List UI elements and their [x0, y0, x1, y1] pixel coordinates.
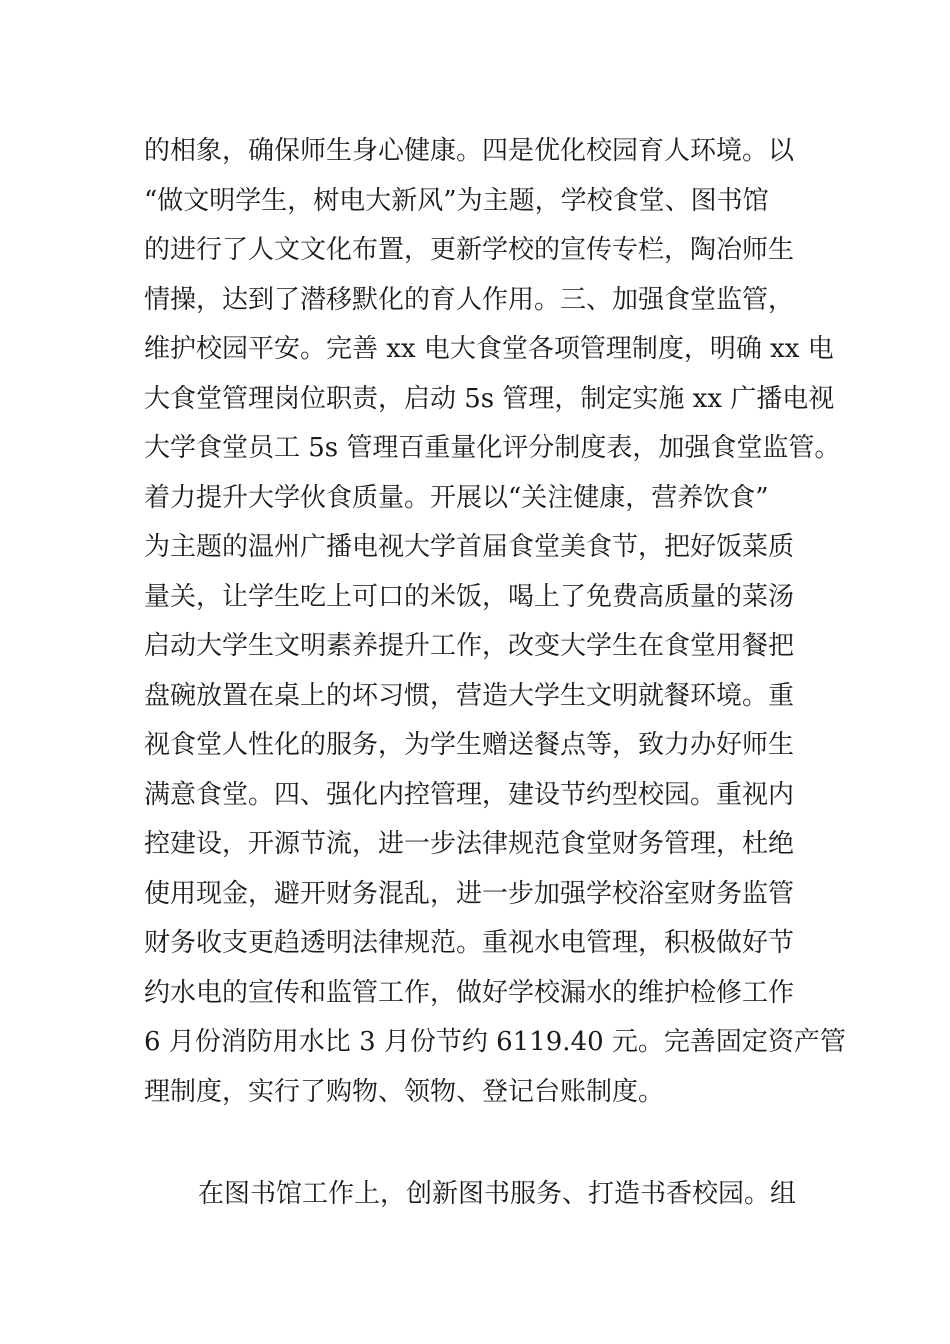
text-line: 盘碗放置在桌上的坏习惯，营造大学生文明就餐环境。重 [144, 680, 795, 711]
text-line: 的进行了人文文化布置，更新学校的宣传专栏，陶冶师生 [144, 235, 795, 265]
text-line: 理制度，实行了购物、领物、登记台账制度。 [144, 1076, 665, 1107]
text-line: 视食堂人性化的服务，为学生赠送餐点等，致力办好师生 [144, 730, 795, 760]
text-line: 使用现金，避开财务混乱，进一步加强学校浴室财务监管 [144, 878, 795, 909]
paragraph-1 [144, 127, 846, 1117]
text-line: 大食堂管理岗位职责，启动 5s 管理，制定实施 xx 广播电视 [144, 383, 835, 414]
paragraph-2-first-line: 在图书馆工作上，创新图书服务、打造书香校园。组 [198, 1179, 797, 1209]
text-line: 情操，达到了潜移默化的育人作用。三、加强食堂监管， [144, 284, 795, 315]
text-line: 控建设，开源节流，进一步法律规范食堂财务管理，杜绝 [144, 829, 795, 859]
text-line: 维护校园平安。完善 xx 电大食堂各项管理制度，明确 xx 电 [144, 334, 834, 364]
text-line: 启动大学生文明素养提升工作，改变大学生在食堂用餐把 [144, 631, 795, 661]
text-line: 6 月份消防用水比 3 月份节约 6119.40 元。完善固定资产管 [144, 1027, 846, 1057]
text-line: 量关，让学生吃上可口的米饭，喝上了免费高质量的菜汤 [144, 581, 795, 612]
text-line: 财务收支更趋透明法律规范。重视水电管理，积极做好节 [144, 928, 795, 958]
text-line: 约水电的宣传和监管工作，做好学校漏水的维护检修工作 [144, 977, 795, 1008]
text-line: 大学食堂员工 5s 管理百重量化评分制度表，加强食堂监管。 [144, 433, 841, 463]
text-line: 满意食堂。四、强化内控管理，建设节约型校园。重视内 [144, 779, 795, 810]
text-line: 着力提升大学伙食质量。开展以“关注健康，营养饮食” [144, 482, 769, 513]
text-line: 的相象，确保师生身心健康。四是优化校园育人环境。以 [144, 136, 795, 166]
text-line: “做文明学生，树电大新风”为主题，学校食堂、图书馆 [144, 185, 769, 216]
text-line: 为主题的温州广播电视大学首届食堂美食节，把好饭菜质 [144, 532, 795, 562]
